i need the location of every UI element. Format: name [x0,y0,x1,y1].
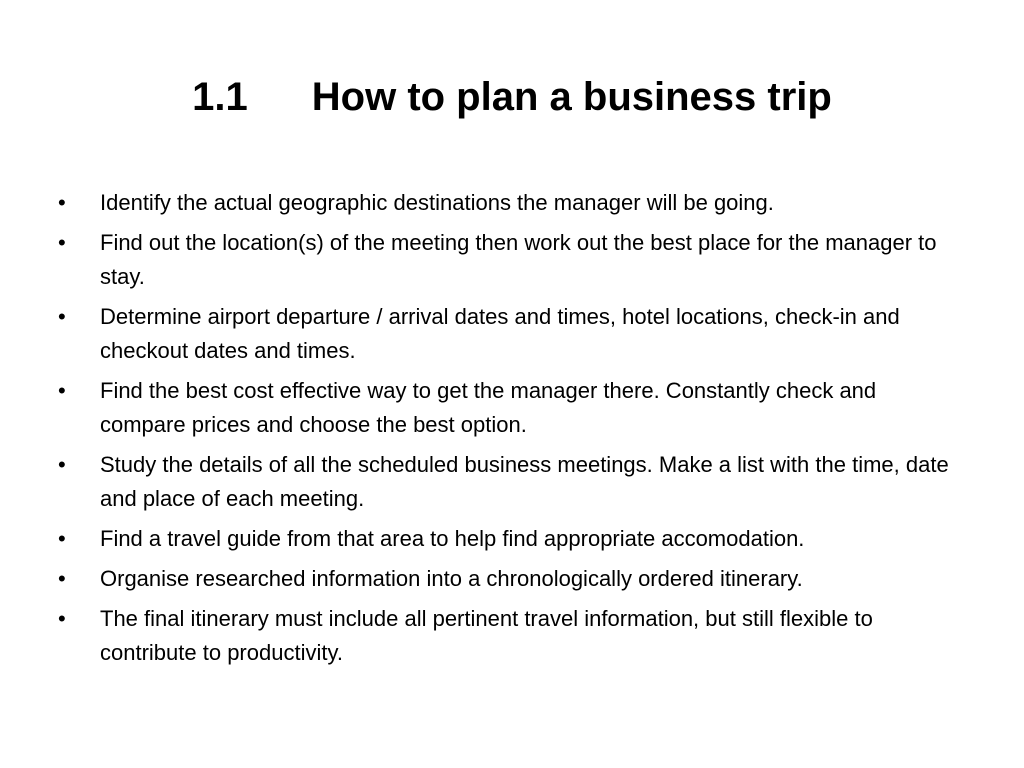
bullet-item [58,448,958,516]
bullet-text: The final itinerary must include all pertinent travel information, but still flexible to contribute to productivity. [100,606,873,665]
bullet-text: Find the best cost effective way to get the manager there. Constantly check and compare prices and choose the best option. [100,378,877,437]
bullet-item [58,374,958,442]
bullet-text: Identify the actual geographic destinations the manager will be going. [100,190,774,215]
title-number: 1.1 [192,74,248,119]
title-text: How to plan a business trip [311,74,832,119]
slide-title [0,69,1024,125]
bullet-text: Find a travel guide from that area to help find appropriate accomodation. [100,526,805,551]
bullet-text: Study the details of all the scheduled business meetings. Make a list with the time, date and place of each meeting. [100,452,949,511]
bullet-icon: • [58,606,66,631]
bullet-icon: • [58,566,66,591]
bullet-item [58,186,958,220]
bullet-list [58,186,958,676]
bullet-icon: • [58,378,66,403]
bullet-item [58,226,958,294]
bullet-icon: • [58,230,66,255]
bullet-icon: • [58,304,66,329]
bullet-text: Determine airport departure / arrival dates and times, hotel locations, check-in and checkout dates and times. [100,304,900,363]
bullet-item [58,522,958,556]
bullet-icon: • [58,452,66,477]
bullet-item [58,602,958,670]
bullet-text: Find out the location(s) of the meeting then work out the best place for the manager to stay. [100,230,937,289]
bullet-icon: • [58,526,66,551]
bullet-item [58,300,958,368]
bullet-icon: • [58,190,66,215]
bullet-text: Organise researched information into a chronologically ordered itinerary. [100,566,803,591]
bullet-item [58,562,958,596]
